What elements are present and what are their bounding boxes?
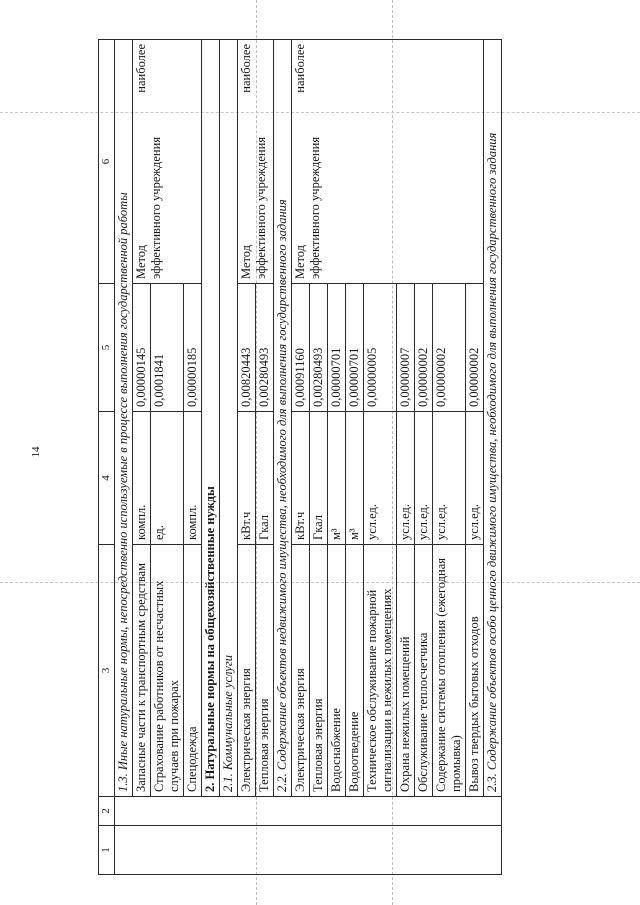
column-number: 1 [99,826,115,875]
norms-table [98,39,502,875]
norm-name: Обслуживание теплосчетчика [415,545,433,797]
norm-name: Запасные части к транспортным средствам [133,545,151,797]
method-word: наиболее [293,44,307,93]
unit: компл. [184,412,202,545]
unit: м³ [346,412,364,545]
norm-value: 0,00091160 [292,284,310,412]
norm-value: 0,00000701 [346,284,364,412]
method-cell [292,40,484,284]
method-word: наиболее [134,44,148,93]
unit: Гкал [256,412,274,545]
norm-name: Страхование работников от несчастных случаев при пожарах [151,545,184,797]
section-title-1-3: 1.3. Иные натуральные нормы, непосредственно используемые в процессе выполнения государственной работы [115,40,133,797]
norm-value: 0,00000701 [328,284,346,412]
norm-value: 0,00000005 [364,284,397,412]
column-number: 5 [99,284,115,412]
page-number: 14 [30,446,42,458]
column-number: 2 [99,797,115,826]
section-row [115,40,133,875]
column-numbers-row [99,40,115,875]
method-word: Метод [239,244,253,279]
section-row [202,40,220,875]
section-title-2-1: 2.1. Коммунальные услуги [220,40,238,797]
section-title-2-2: 2.2. Содержание объектов недвижимого имущества, необходимого для выполнения государственного задания [274,40,292,797]
norm-value: 0,00000007 [397,284,415,412]
norm-name: Электрическая энергия [292,545,310,797]
unit: усл.ед. [364,412,397,545]
method-word: наиболее [239,44,253,93]
unit: ед. [151,412,184,545]
section-title-2-3: 2.3. Содержание объектов особо ценного движимого имущества, необходимого для выполнения государственного задания [484,40,502,797]
unit: кВт.ч [292,412,310,545]
method-word: Метод [134,244,148,279]
norm-name: Техническое обслуживание пожарной сигнализации в нежилых помещениях [364,545,397,797]
column-number: 3 [99,545,115,797]
unit: усл.ед. [415,412,433,545]
norm-value: 0,00000145 [133,284,151,412]
column-number: 6 [99,40,115,284]
norm-name: Содержание системы отопления (ежегодная промывка) [433,545,466,797]
unit: усл.ед. [397,412,415,545]
table-row [238,40,256,875]
norm-value: 0,00280493 [256,284,274,412]
unit: компл. [133,412,151,545]
table-row [292,40,310,875]
norm-name: Водоотведение [346,545,364,797]
norm-value: 0,0001841 [151,284,184,412]
rotated-table-area [98,40,606,875]
norm-name: Электрическая энергия [238,545,256,797]
section-row [220,40,238,875]
norm-value: 0,00280493 [310,284,328,412]
norm-name: Спецодежда [184,545,202,797]
section-row [274,40,292,875]
norm-name: Охрана нежилых помещений [397,545,415,797]
unit: Гкал [310,412,328,545]
norm-value: 0,00000185 [184,284,202,412]
norm-value: 0,00000002 [415,284,433,412]
unit: кВт.ч [238,412,256,545]
section-row [484,40,502,875]
method-cell [133,40,202,284]
method-rest: эффективного учреждения [149,136,163,279]
table-row [133,40,151,875]
norm-value: 0,00000002 [433,284,466,412]
unit: м³ [328,412,346,545]
norm-name: Вывоз твердых бытовых отходов [466,545,484,797]
unit: усл.ед. [466,412,484,545]
norm-value: 0,00000002 [466,284,484,412]
norm-value: 0,00820443 [238,284,256,412]
method-rest: эффективного учреждения [308,136,322,279]
column-number: 4 [99,412,115,545]
norm-name: Водоснабжение [328,545,346,797]
unit: усл.ед. [433,412,466,545]
norm-name: Тепловая энергия [310,545,328,797]
method-rest: эффективного учреждения [254,136,268,279]
norm-name: Тепловая энергия [256,545,274,797]
section-title-2: 2. Натуральные нормы на общехозяйственные нужды [202,40,220,797]
method-word: Метод [293,244,307,279]
method-cell [238,40,274,284]
